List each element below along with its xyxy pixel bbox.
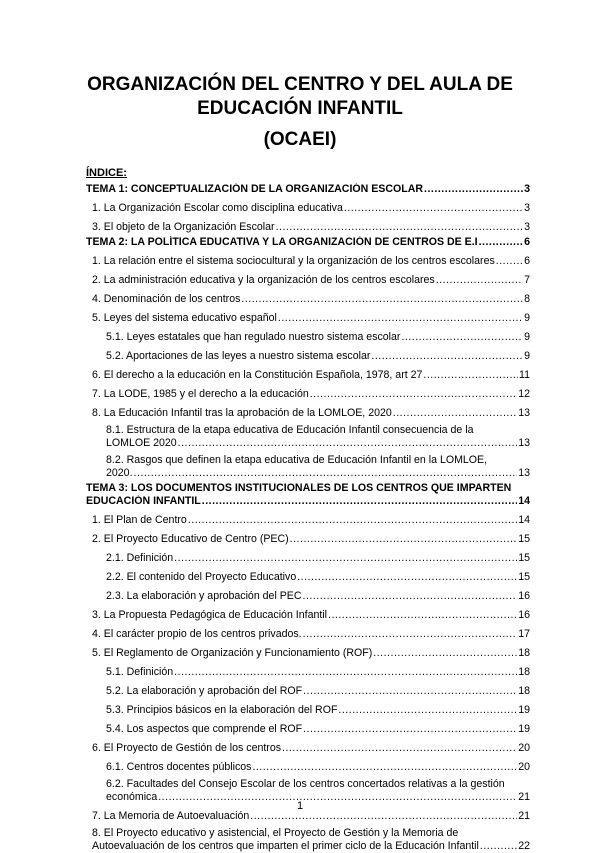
toc-entry-text: 2.3. La elaboración y aprobación del PEC [106,590,302,602]
toc-entry-text: 7. La Memoria de Autoevaluación [92,810,250,822]
dot-leader [303,590,518,603]
dot-leader [328,609,517,622]
toc-entry-text: 5.2. La elaboración y aprobación del ROF [106,685,303,697]
toc-entry [86,533,530,546]
toc-entry-text: 6. El Proyecto de Gestión de los centros [92,742,282,754]
toc-page-number: 8 [524,293,530,305]
toc-entry-text: 8.1. Estructura de la etapa educativa de Educación Infantil consecuencia de la [106,424,474,436]
toc-entry [86,369,530,382]
dot-leader [276,221,524,234]
toc-entry [86,183,530,196]
dot-leader [252,761,517,774]
toc-entry [86,647,530,660]
document-title-line-2: EDUCACIÓN INFANTIL [197,98,403,119]
toc-entry [86,331,530,344]
dot-leader [480,840,517,853]
toc-entry [86,742,530,755]
toc-entry-text: 1. El Plan de Centro [92,514,187,526]
toc-entry-text: 8. La Educación Infantil tras la aprobación de la LOMLOE, 2020 [92,407,392,419]
toc-page-number: 18 [518,647,530,659]
toc-page-number: 22 [518,840,530,852]
dot-leader [241,293,523,306]
dot-leader [290,533,518,546]
dot-leader [436,274,523,287]
toc-page-number: 6 [524,255,530,267]
toc-page-number: 14 [518,495,530,507]
toc-page-number: 21 [518,791,530,803]
toc-entry-text: 1. La relación entre el sistema sociocultural y la organización de los centros escolares [92,255,495,267]
toc-entry-text: 5. Leyes del sistema educativo español [92,312,277,324]
toc-entry-text: 5.1. Leyes estatales que han regulado nuestro sistema escolar [106,331,401,343]
toc-entry-continuation: EDUCACIÓN INFANTIL [86,495,201,507]
toc-page-number: 9 [524,312,530,324]
toc-entry-text: 7. La LODE, 1985 y el derecho a la educación [92,388,309,400]
toc-page-number: 15 [518,571,530,583]
toc-entry-text: 6.2. Facultades del Consejo Escolar de los centros concertados relativas a la gestión [106,778,505,790]
dot-leader [303,723,517,736]
toc-entry-text: 6. El derecho a la educación en la Constitución Española, 1978, art 27 [92,369,423,381]
toc-page-number: 21 [518,810,530,822]
toc-entry [86,723,530,736]
toc-entry [86,514,530,527]
toc-entry-continuation: 2020. [106,467,133,479]
toc-entry [86,827,530,853]
dot-leader [338,704,517,717]
dot-leader [303,685,517,698]
dot-leader [423,369,518,382]
dot-leader [297,571,517,584]
toc-page-number: 14 [518,514,530,526]
dot-leader [303,628,518,641]
dot-leader [479,236,524,249]
toc-page-number: 15 [518,533,530,545]
dot-leader [393,407,517,420]
toc-page-number: 17 [518,628,530,640]
toc-page-number: 9 [524,350,530,362]
toc-entry [86,609,530,622]
dot-leader [424,183,523,196]
toc-page-number: 20 [518,742,530,754]
dot-leader [371,350,523,363]
toc-entry-text: 5.4. Los aspectos que comprende el ROF [106,723,303,735]
index-heading: ÍNDICE: [86,167,127,179]
toc-entry-text: 2.2. El contenido del Proyecto Educativo [106,571,297,583]
toc-entry [86,590,530,603]
toc-page-number: 19 [518,723,530,735]
toc-page-number: 9 [524,331,530,343]
toc-page-number: 13 [518,467,530,479]
toc-entry [86,571,530,584]
toc-entry-text: 4. Denominación de los centros [92,293,241,305]
toc-entry-text: 8. El Proyecto educativo y asistencial, el Proyecto de Gestión y la Memoria de [92,827,459,839]
toc-entry-text: 5. El Reglamento de Organización y Funcionamiento (ROF) [92,647,373,659]
toc-entry [86,274,530,287]
toc-page-number: 18 [518,685,530,697]
toc-entry [86,255,530,268]
toc-entry-text: 4. El carácter propio de los centros privados. [92,628,302,640]
toc-entry-text: TEMA 1: CONCEPTUALIZACIÓN DE LA ORGANIZACIÓN ESCOLAR [86,183,424,195]
dot-leader [278,312,523,325]
toc-entry [86,685,530,698]
toc-entry [86,628,530,641]
toc-page-number: 3 [524,183,530,195]
toc-entry [86,388,530,401]
toc-page-number: 3 [524,202,530,214]
toc-page-number: 3 [524,221,530,233]
toc-page-number: 19 [518,704,530,716]
toc-entry [86,350,530,363]
dot-leader [188,514,517,527]
toc-page-number: 13 [518,437,530,449]
toc-page-number: 16 [518,609,530,621]
toc-entry [86,424,530,450]
toc-page-number: 12 [518,388,530,400]
toc-entry [86,236,530,249]
toc-entry [86,552,530,565]
toc-entry-text: TEMA 2: LA POLÍTICA EDUCATIVA Y LA ORGANIZACIÓN DE CENTROS DE E.I [86,236,478,248]
toc-entry-text: 1. La Organización Escolar como disciplina educativa [92,202,343,214]
toc-entry-text: 8.2. Rasgos que definen la etapa educativa de Educación Infantil en la LOMLOE, [106,454,488,466]
toc-entry [86,312,530,325]
toc-entry-continuation: económica [106,791,158,803]
table-of-contents [86,183,530,853]
toc-page-number: 20 [518,761,530,773]
toc-page-number: 13 [518,407,530,419]
toc-page-number: 15 [518,552,530,564]
toc-entry-text: 2. El Proyecto Educativo de Centro (PEC) [92,533,289,545]
toc-entry-text: 3. El objeto de la Organización Escolar [92,221,275,233]
toc-entry [86,202,530,215]
dot-leader [174,666,517,679]
toc-page-number: 7 [524,274,530,286]
document-title-line-1: ORGANIZACIÓN DEL CENTRO Y DEL AULA DE [87,74,513,95]
dot-leader [344,202,523,215]
page-number: 1 [296,800,304,812]
dot-leader [310,388,517,401]
toc-page-number: 11 [519,369,530,381]
toc-entry [86,704,530,717]
toc-entry-text: 5.2. Aportaciones de las leyes a nuestro sistema escolar [106,350,371,362]
toc-entry [86,407,530,420]
toc-entry-continuation: LOMLOE 2020 [106,437,177,449]
toc-page-number: 16 [518,590,530,602]
dot-leader [202,495,517,508]
toc-entry-continuation: Autoevaluación de los centros que imparten el primer ciclo de la Educación Infantil [92,840,479,852]
dot-leader [401,331,523,344]
toc-entry [86,666,530,679]
toc-entry [86,761,530,774]
dot-leader [178,437,518,450]
dot-leader [174,552,517,565]
dot-leader [373,647,517,660]
dot-leader [282,742,517,755]
toc-entry [86,293,530,306]
dot-leader [134,467,518,480]
toc-entry-text: 2. La administración educativa y la organización de los centros escolares [92,274,435,286]
toc-entry-text: TEMA 3: LOS DOCUMENTOS INSTITUCIONALES DE LOS CENTROS QUE IMPARTEN [86,482,512,494]
toc-entry-text: 5.3. Principios básicos en la elaboración del ROF [106,704,338,716]
toc-entry-text: 5.1. Definición [106,666,174,678]
toc-entry [86,221,530,234]
toc-page-number: 18 [518,666,530,678]
toc-entry-text: 2.1. Definición [106,552,174,564]
toc-entry [86,482,530,508]
toc-entry [86,454,530,480]
document-title-acronym: (OCAEI) [263,129,337,150]
dot-leader [496,255,523,268]
toc-page-number: 6 [524,236,530,248]
toc-entry-text: 6.1. Centros docentes públicos [106,761,252,773]
toc-entry-text: 3. La Propuesta Pedagógica de Educación Infantil [92,609,327,621]
